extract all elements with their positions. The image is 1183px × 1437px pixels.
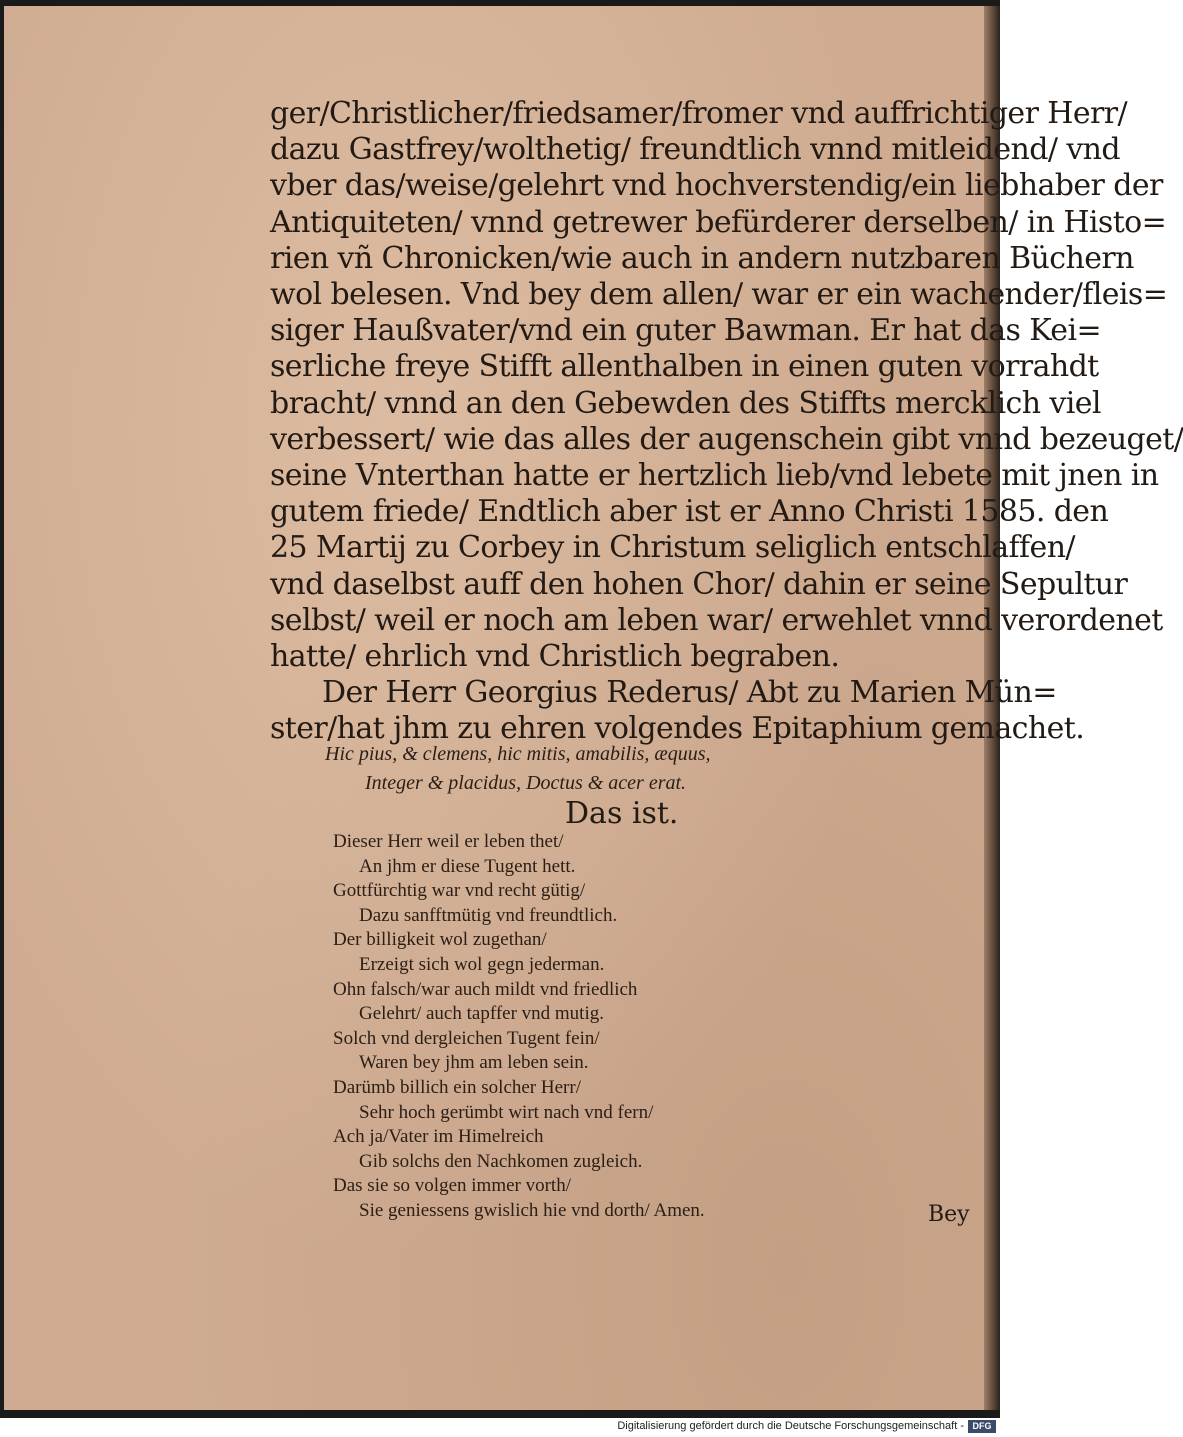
poem-line: Ohn falsch/war auch mildt vnd friedlich	[333, 978, 638, 1000]
poem-line: Gelehrt/ auch tapffer vnd mutig.	[359, 1003, 604, 1025]
text-line: ger/Christlicher/friedsamer/fromer vnd auffrichtiger Herr/	[270, 96, 1127, 131]
main-text-block	[270, 96, 1183, 748]
dfg-logo: DFG	[968, 1420, 996, 1433]
poem-line: Gib solchs den Nachkomen zugleich.	[359, 1150, 643, 1172]
das-ist-heading: Das ist.	[565, 796, 679, 831]
text-line: seine Vnterthan hatte er hertzlich lieb/vnd lebete mit jnen in	[270, 458, 1159, 494]
poem-line: Erzeigt sich wol gegn jederman.	[359, 953, 605, 975]
poem-line: Sie geniessens gwislich hie vnd dorth/ Amen.	[359, 1199, 705, 1221]
text-line: gutem friede/ Endtlich aber ist er Anno Christi 1585. den	[270, 494, 1109, 530]
poem-line: Gottfürchtig war vnd recht gütig/	[333, 880, 586, 902]
latin-line: Integer & placidus, Doctus & acer erat.	[365, 772, 687, 794]
text-line: serliche freye Stifft allenthalben in einen guten vorrahdt	[270, 349, 1099, 385]
text-line: 25 Martij zu Corbey in Christum seliglich entschlaffen/	[270, 530, 1075, 566]
text-line: siger Haußvater/vnd ein guter Bawman. Er hat das Kei=	[270, 313, 1101, 349]
poem-line: Waren bey jhm am leben sein.	[359, 1052, 589, 1074]
paragraph-line: Der Herr Georgius Rederus/ Abt zu Marien Mün=	[322, 675, 1057, 711]
poem-line: Das sie so volgen immer vorth/	[333, 1175, 571, 1197]
text-line: verbessert/ wie das alles der augenschein gibt vnnd bezeuget/	[270, 421, 1183, 457]
poem-line: Dazu sanfftmütig vnd freundtlich.	[359, 904, 618, 926]
poem-line: Sehr hoch gerümbt wirt nach vnd fern/	[359, 1101, 654, 1123]
text-line: dazu Gastfrey/wolthetig/ freundtlich vnnd mitleidend/ vnd	[270, 132, 1120, 168]
digitization-footer	[0, 1418, 1000, 1437]
text-line: vnd daselbst auff den hohen Chor/ dahin er seine Sepultur	[270, 566, 1128, 602]
text-line: selbst/ weil er noch am leben war/ erwehlet vnnd verordenet	[270, 602, 1163, 638]
text-line: rien vñ Chronicken/wie auch in andern nutzbaren Büchern	[270, 240, 1134, 276]
latin-line: Hic pius, & clemens, hic mitis, amabilis, æquus,	[325, 743, 711, 765]
poem-line: An jhm er diese Tugent hett.	[359, 855, 576, 877]
german-epitaph-poem	[333, 830, 793, 1224]
text-line: bracht/ vnnd an den Gebewden des Stiffts mercklich viel	[270, 385, 1101, 421]
footer-credit: Digitalisierung gefördert durch die Deutsche Forschungsgemeinschaft -	[617, 1420, 964, 1432]
latin-epitaph	[325, 740, 845, 798]
text-line: wol belesen. Vnd bey dem allen/ war er ein wachender/fleis=	[270, 277, 1168, 313]
poem-line: Ach ja/Vater im Himelreich	[333, 1126, 544, 1148]
poem-line: Der billigkeit wol zugethan/	[333, 929, 547, 951]
poem-line: Solch vnd dergleichen Tugent fein/	[333, 1027, 600, 1049]
text-line: Antiquiteten/ vnnd getrewer befürderer derselben/ in Histo=	[270, 204, 1167, 240]
catchword: Bey	[928, 1202, 970, 1227]
poem-line: Dieser Herr weil er leben thet/	[333, 831, 564, 852]
paragraph-line: ster/hat jhm zu ehren volgendes Epitaphium gemachet.	[270, 711, 1085, 747]
text-line: hatte/ ehrlich vnd Christlich begraben.	[270, 639, 840, 675]
poem-line: Darümb billich ein solcher Herr/	[333, 1076, 581, 1098]
text-line: vber das/weise/gelehrt vnd hochverstendig/ein liebhaber der	[270, 168, 1163, 204]
